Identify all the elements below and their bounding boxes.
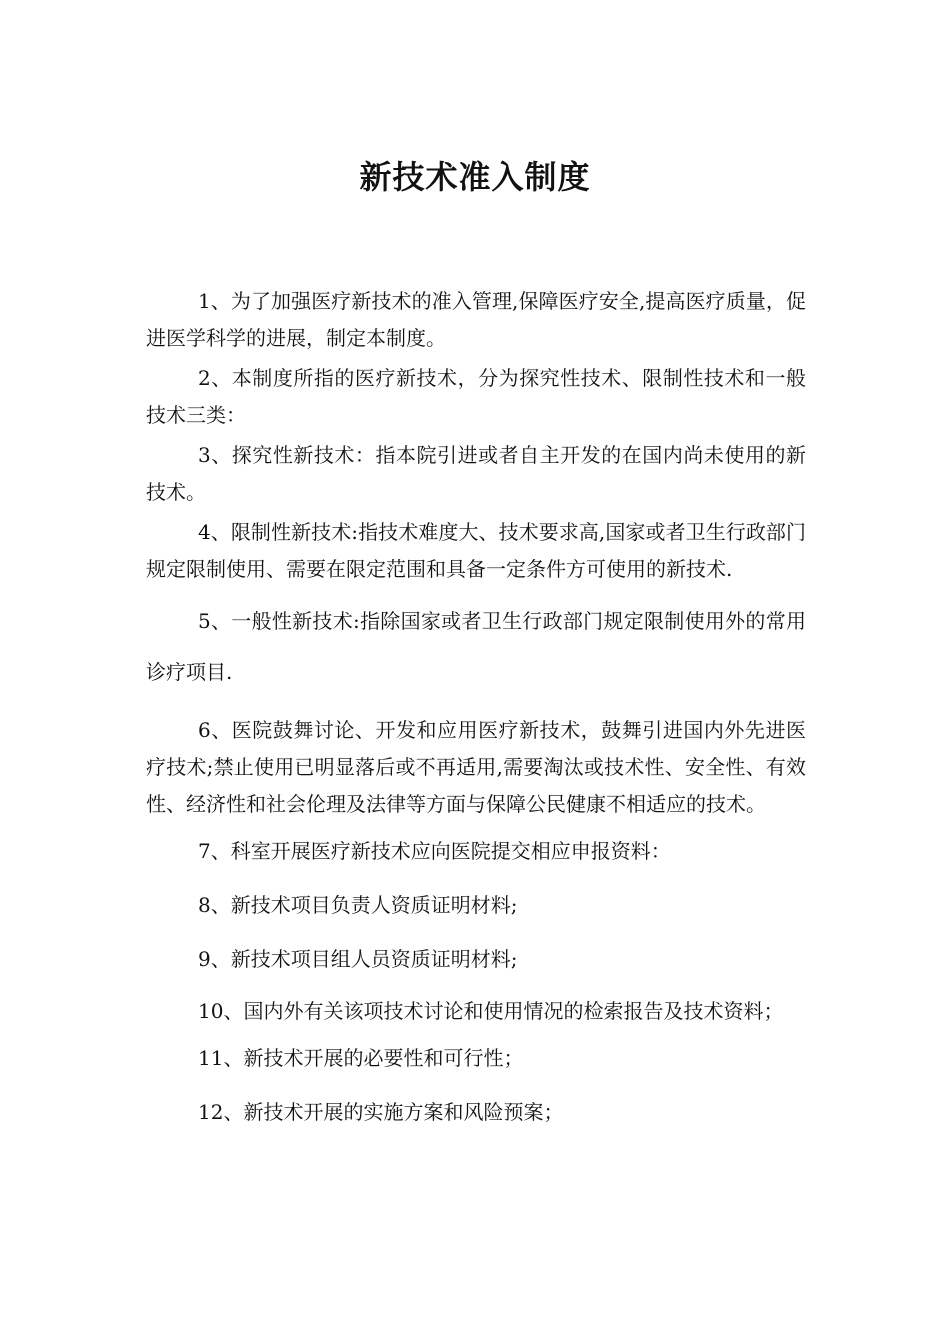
paragraph-7: 7、科室开展医疗新技术应向医院提交相应申报资料：: [198, 839, 671, 863]
paragraph-5: 5、一般性新技术:指除国家或者卫生行政部门规定限制使用外的常用诊疗项目.: [146, 609, 806, 684]
paragraph-9: 9、新技术项目组人员资质证明材料;: [198, 947, 518, 971]
paragraph-6: 6、医院鼓舞讨论、开发和应用医疗新技术，鼓舞引进国内外先进医疗技术;禁止使用已明显落后或不再适用,需要淘汰或技术性、安全性、有效性、经济性和社会伦理及法律等方面与保障公民健康不相适应的技术。: [146, 718, 806, 816]
paragraph-2: 2、本制度所指的医疗新技术，分为探究性技术、限制性技术和一般技术三类：: [146, 366, 806, 427]
paragraph-10: 10、国内外有关该项技术讨论和使用情况的检索报告及技术资料；: [198, 999, 784, 1023]
paragraph-1: 1、为了加强医疗新技术的准入管理,保障医疗安全,提高医疗质量，促进医学科学的进展，制定本制度。: [146, 289, 806, 350]
paragraph-4: 4、限制性新技术:指技术难度大、技术要求高,国家或者卫生行政部门规定限制使用、需要在限定范围和具备一定条件方可使用的新技术.: [146, 520, 806, 581]
paragraph-3: 3、探究性新技术：指本院引进或者自主开发的在国内尚未使用的新技术。: [146, 443, 806, 504]
document-body: [146, 283, 806, 1138]
document-title: 新技术准入制度: [359, 158, 591, 196]
paragraph-8: 8、新技术项目负责人资质证明材料;: [198, 893, 518, 917]
paragraph-12: 12、新技术开展的实施方案和风险预案；: [198, 1100, 564, 1124]
paragraph-11: 11、新技术开展的必要性和可行性；: [198, 1046, 524, 1070]
